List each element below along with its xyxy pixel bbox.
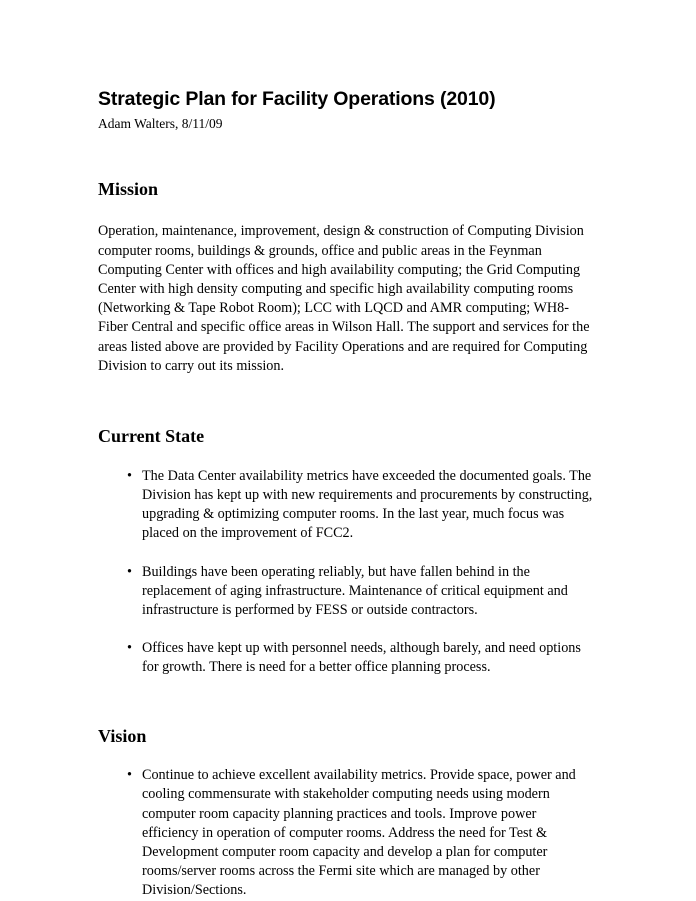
section-vision xyxy=(98,726,595,901)
author-byline: Adam Walters, 8/11/09 xyxy=(98,116,223,131)
section-heading-vision: Vision xyxy=(98,725,147,746)
list-item xyxy=(98,563,595,621)
section-heading-mission: Mission xyxy=(98,178,159,199)
section-mission xyxy=(98,179,595,376)
bullet-icon: • xyxy=(127,640,132,657)
section-current-state xyxy=(98,426,595,677)
current-state-bullet-list xyxy=(98,467,595,678)
bullet-icon: • xyxy=(127,467,132,484)
vision-bullet-list xyxy=(98,766,595,900)
mission-paragraph: Operation, maintenance, improvement, design & construction of Computing Division computer rooms, buildings & grounds, office and public areas in the Feynman Computing Center with offices and high availability computing; the Grid Computing Center with high density computing and specific high availability computing rooms (Networking & Tape Robot Room); LCC with LQCD and AMR computing; WH8-Fiber Central and specific office areas in Wilson Hall. The support and services for the areas listed above are provided by Facility Operations and are required for Computing Division to carry out its mission. xyxy=(98,223,590,374)
bullet-icon: • xyxy=(127,767,132,784)
section-heading-current-state: Current State xyxy=(98,426,205,447)
page-title: Strategic Plan for Facility Operations (2010) xyxy=(98,88,496,110)
list-item xyxy=(98,467,595,544)
list-item-text: Offices have kept up with personnel needs, although barely, and need options for growth. There is need for a better office planning process. xyxy=(142,640,581,676)
bullet-icon: • xyxy=(127,563,132,580)
list-item-text: Buildings have been operating reliably, but have fallen behind in the replacement of aging infrastructure. Maintenance of critical equipment and infrastructure is performed by FESS or outside contractors. xyxy=(142,563,568,618)
list-item xyxy=(98,639,595,677)
list-item xyxy=(98,766,595,900)
list-item-text: The Data Center availability metrics have exceeded the documented goals. The Division has kept up with new requirements and procurements by constructing, upgrading & optimizing computer rooms. In the last year, much focus was placed on the improvement of FCC2. xyxy=(142,467,593,542)
list-item-text: Continue to achieve excellent availability metrics. Provide space, power and cooling commensurate with stakeholder computing needs using modern computer room capacity planning practices and tools. Improve power efficiency in operation of computer rooms. Address the need for Test & Development computer room capacity and develop a plan for computer rooms/server rooms across the Fermi site which are managed by other Division/Sections. xyxy=(142,767,576,899)
